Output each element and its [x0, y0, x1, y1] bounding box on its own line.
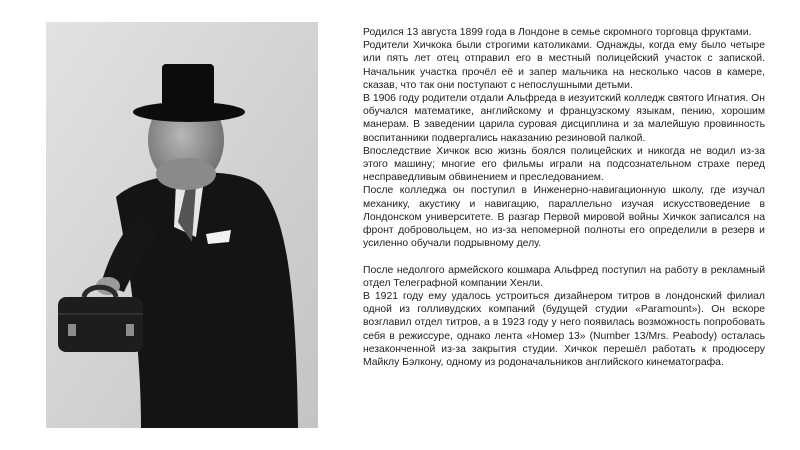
paragraph-fear: Впоследствие Хичкок всю жизнь боялся полицейских и никогда не водил из-за этого машину; многие его фильмы играли на подсознательном страхе перед несправедливым обвинением и преследованием.	[363, 145, 765, 184]
case-latch-right	[126, 324, 134, 336]
paragraph-advertising: После недолгого армейского кошмара Альфред поступил на работу в рекламный отдел Телеграфной компании Хенли.	[363, 264, 765, 289]
portrait-photo	[46, 22, 318, 428]
biography-text	[363, 26, 765, 369]
paragraph-college: В 1906 году родители отдали Альфреда в иезуитский колледж святого Игнатия. Он обучался математике, английскому и французскому языкам, пению, хорошим манерам. В заведении царила суровая дисциплина и за малейшую провинность воспитанники подвергались наказанию резиновой палкой.	[363, 93, 765, 144]
paragraph-birth: Родился 13 августа 1899 года в Лондоне в семье скромного торговца фруктами.	[363, 27, 752, 38]
paragraph-parents: Родители Хичкока были строгими католиками. Однажды, когда ему было четыре или пять лет отец отправил его в местный полицейский участок с запиской. Начальник участка прочёл её и запер мальчика на несколько часов в камере, сказав, что так они поступают с непослушными детьми.	[363, 40, 765, 91]
portrait-illustration	[46, 22, 318, 428]
hat-brim	[133, 102, 245, 122]
suit	[116, 173, 298, 428]
case-latch-left	[68, 324, 76, 336]
paragraph-school: После колледжа он поступил в Инженерно-навигационную школу, где изучал механику, акустику и навигацию, параллельно изучая искусствоведение в Лондонском университете. В разгар Первой мировой войны Хичкок записался на фронт добровольцем, но из-за непомерной полноты его определили в резерв и усиленно обучали подрывному делу.	[363, 185, 765, 250]
paragraph-career: В 1921 году ему удалось устроиться дизайнером титров в лондонский филиал одной из голливудских компаний (будущей студии «Paramount»). Он вскоре возглавил отдел титров, а в 1923 году у него появилась возможность попробовать себя в режиссуре, однако лента «Номер 13» (Number 13/Mrs. Peabody) осталась незаконченной из-за закрытия студии. Хичкок перешёл работать к продюсеру Майклу Бэлкону, одному из родоначальников английского кинематографа.	[363, 291, 765, 369]
chin	[156, 158, 216, 190]
